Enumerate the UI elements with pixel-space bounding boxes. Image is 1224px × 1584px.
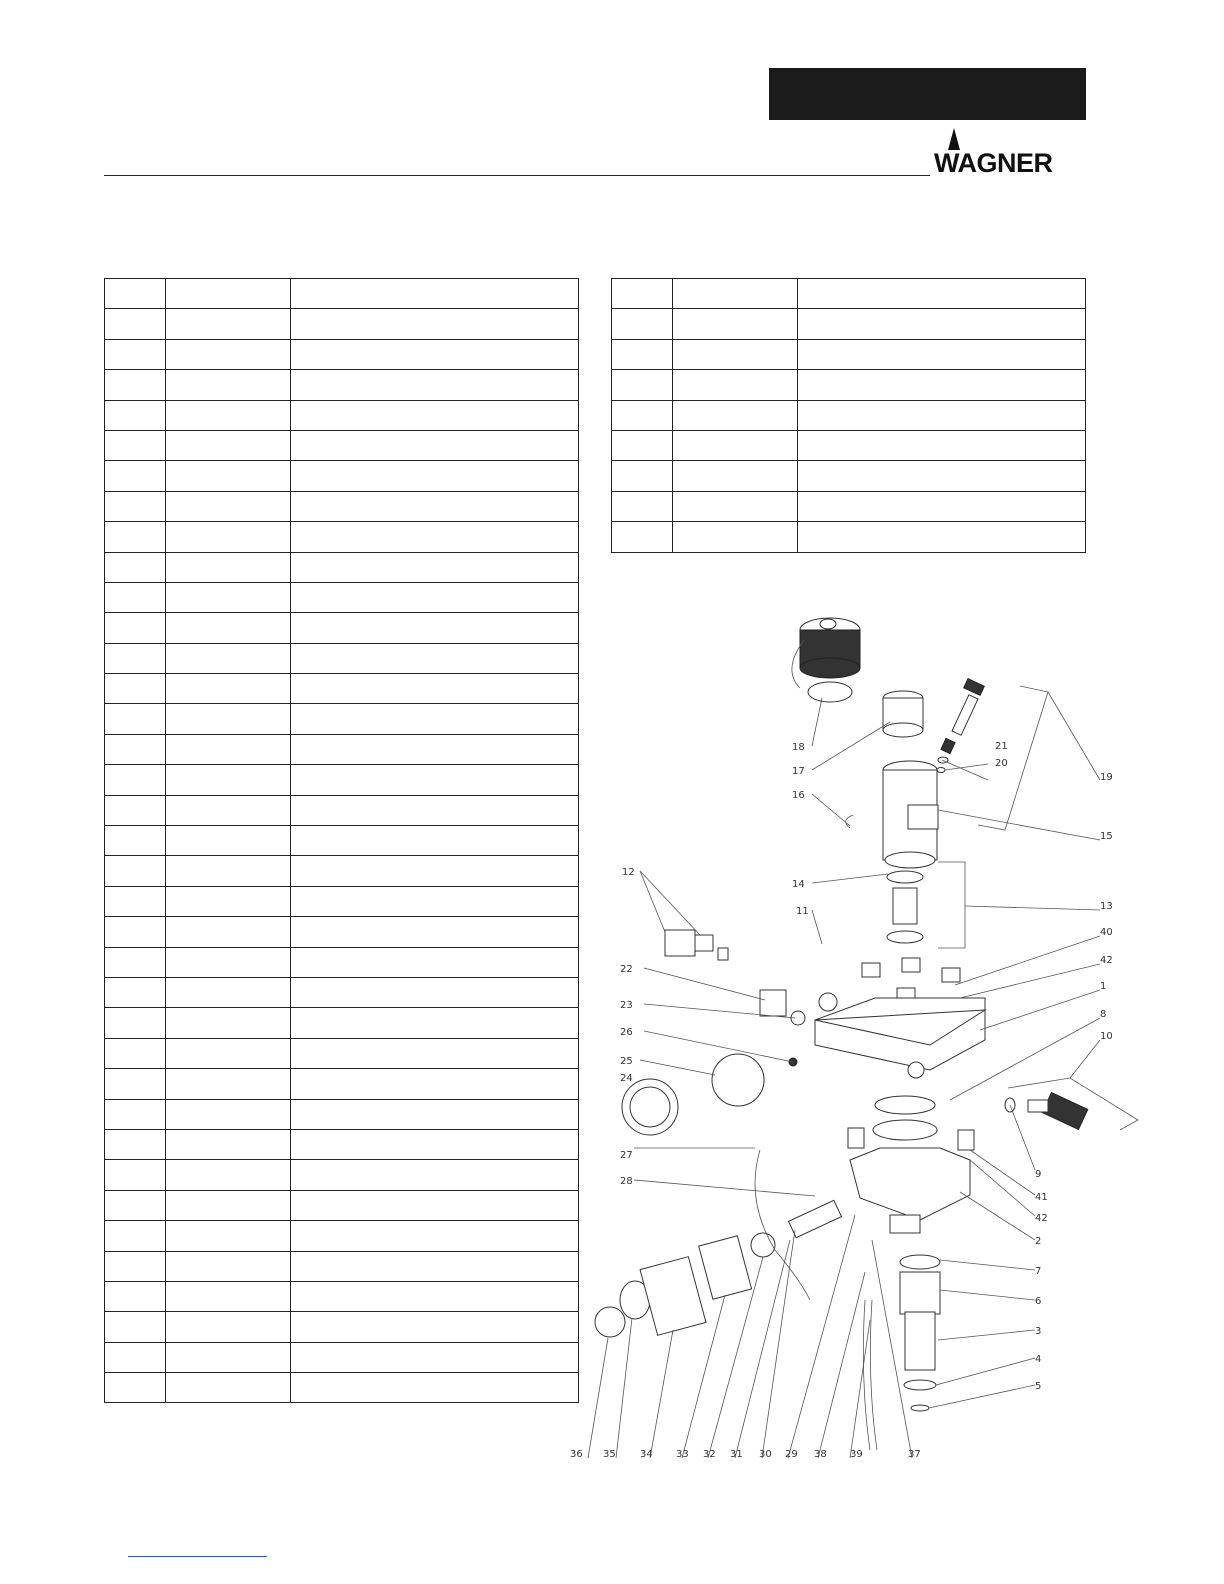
callout-16: 16 <box>792 790 805 801</box>
description-cell <box>291 400 579 430</box>
order-no-cell <box>166 552 291 582</box>
order-no-cell <box>166 886 291 916</box>
pos-cell <box>105 947 166 977</box>
callout-9: 9 <box>1035 1169 1042 1180</box>
order-no-cell <box>673 430 798 460</box>
left-table-row <box>105 1373 579 1403</box>
left-table-row <box>105 1069 579 1099</box>
order-no-cell <box>166 643 291 673</box>
left-table-row <box>105 765 579 795</box>
right-table-row <box>612 430 1086 460</box>
parts-table-left <box>104 278 579 1403</box>
pos-cell <box>105 339 166 369</box>
description-cell <box>798 279 1086 309</box>
callout-37: 37 <box>908 1449 921 1460</box>
pos-cell <box>105 856 166 886</box>
description-cell <box>291 309 579 339</box>
pos-cell <box>105 1312 166 1342</box>
left-table-row <box>105 1312 579 1342</box>
callout-8: 8 <box>1100 1009 1107 1020</box>
description-cell <box>291 765 579 795</box>
order-no-cell <box>166 1069 291 1099</box>
logo-mark <box>948 128 960 150</box>
order-no-cell <box>166 1281 291 1311</box>
callout-10: 10 <box>1100 1031 1113 1042</box>
order-no-cell <box>673 461 798 491</box>
description-cell <box>291 1099 579 1129</box>
callout-22: 22 <box>620 964 633 975</box>
left-table-row <box>105 795 579 825</box>
order-no-cell <box>673 400 798 430</box>
description-cell <box>291 552 579 582</box>
callout-29: 29 <box>785 1449 798 1460</box>
callout-13: 13 <box>1100 901 1113 912</box>
order-no-cell <box>166 734 291 764</box>
order-no-cell <box>166 765 291 795</box>
description-cell <box>291 491 579 521</box>
right-table-row <box>612 522 1086 552</box>
left-table-row <box>105 643 579 673</box>
description-cell <box>291 1069 579 1099</box>
description-cell <box>291 674 579 704</box>
header-rule <box>104 175 930 176</box>
pos-cell <box>105 522 166 552</box>
left-table-row <box>105 1038 579 1068</box>
order-no-cell <box>166 491 291 521</box>
order-no-cell <box>166 522 291 552</box>
description-cell <box>798 400 1086 430</box>
left-table-row <box>105 1190 579 1220</box>
callout-38: 38 <box>814 1449 827 1460</box>
left-table-row <box>105 674 579 704</box>
bracket-19 <box>978 686 1048 830</box>
left-table-row <box>105 1008 579 1038</box>
order-no-cell <box>166 400 291 430</box>
callout-31: 31 <box>730 1449 743 1460</box>
left-table-row <box>105 1251 579 1281</box>
bracket-13 <box>938 862 965 948</box>
order-no-cell <box>166 339 291 369</box>
inlet-valve <box>887 871 923 943</box>
order-no-cell <box>166 704 291 734</box>
leader-lines <box>588 692 1100 1458</box>
callout-42b: 42 <box>1035 1213 1048 1224</box>
pos-cell <box>105 400 166 430</box>
pos-cell <box>105 1190 166 1220</box>
right-table-row <box>612 279 1086 309</box>
order-no-cell <box>166 1038 291 1068</box>
order-no-cell <box>166 1099 291 1129</box>
left-table-row <box>105 947 579 977</box>
piston-assembly <box>900 1255 940 1411</box>
callout-34: 34 <box>640 1449 653 1460</box>
logo-text: WAGNER <box>934 148 1053 178</box>
description-cell <box>291 1129 579 1159</box>
description-cell <box>291 795 579 825</box>
footer-link-underline <box>128 1556 267 1557</box>
order-no-cell <box>166 309 291 339</box>
left-table-row <box>105 309 579 339</box>
callout-25: 25 <box>620 1056 633 1067</box>
left-table-row <box>105 582 579 612</box>
description-cell <box>291 856 579 886</box>
callout-36: 36 <box>570 1449 583 1460</box>
callout-15: 15 <box>1100 831 1113 842</box>
pos-cell <box>612 522 673 552</box>
description-cell <box>798 370 1086 400</box>
description-cell <box>291 1190 579 1220</box>
pos-cell <box>105 582 166 612</box>
pos-cell <box>612 339 673 369</box>
pos-cell <box>105 1069 166 1099</box>
order-no-cell <box>166 613 291 643</box>
callout-1: 1 <box>1100 981 1107 992</box>
description-cell <box>291 1342 579 1372</box>
order-no-cell <box>166 1342 291 1372</box>
order-no-cell <box>673 279 798 309</box>
left-table-row <box>105 734 579 764</box>
pump-manifold <box>848 1096 974 1233</box>
callout-14: 14 <box>792 879 805 890</box>
description-cell <box>291 522 579 552</box>
exploded-parts-diagram <box>560 600 1160 1470</box>
main-block <box>815 958 985 1078</box>
pos-cell <box>105 461 166 491</box>
callout-4: 4 <box>1035 1354 1042 1365</box>
quick-coupler <box>665 930 837 1025</box>
pos-cell <box>105 552 166 582</box>
order-no-cell <box>166 1129 291 1159</box>
pos-cell <box>105 977 166 1007</box>
description-cell <box>291 1221 579 1251</box>
pos-cell <box>105 613 166 643</box>
order-no-cell <box>673 339 798 369</box>
callout-40: 40 <box>1100 927 1113 938</box>
callout-26: 26 <box>620 1027 633 1038</box>
left-table-row <box>105 704 579 734</box>
order-no-cell <box>673 370 798 400</box>
left-table-row <box>105 917 579 947</box>
callout-17: 17 <box>792 766 805 777</box>
pos-cell <box>105 1008 166 1038</box>
order-no-cell <box>166 1221 291 1251</box>
return-tube-edge <box>870 1300 877 1450</box>
left-table-row <box>105 1099 579 1129</box>
filter-cap <box>792 618 860 702</box>
description-cell <box>291 430 579 460</box>
description-cell <box>291 1373 579 1403</box>
right-table-row <box>612 491 1086 521</box>
left-table-row <box>105 370 579 400</box>
description-cell <box>798 430 1086 460</box>
right-table-row <box>612 461 1086 491</box>
pos-cell <box>105 430 166 460</box>
description-cell <box>291 886 579 916</box>
description-cell <box>291 1281 579 1311</box>
description-cell <box>291 279 579 309</box>
wagner-logo <box>934 128 1088 178</box>
order-no-cell <box>166 1251 291 1281</box>
description-cell <box>291 917 579 947</box>
callout-2: 2 <box>1035 1236 1042 1247</box>
left-table-row <box>105 886 579 916</box>
order-no-cell <box>673 309 798 339</box>
left-table-row <box>105 1342 579 1372</box>
pos-cell <box>612 461 673 491</box>
description-cell <box>291 826 579 856</box>
pos-cell <box>105 1281 166 1311</box>
description-cell <box>291 370 579 400</box>
filter-housing <box>846 761 938 868</box>
order-no-cell <box>166 826 291 856</box>
description-cell <box>291 1251 579 1281</box>
description-cell <box>291 1008 579 1038</box>
description-cell <box>291 1160 579 1190</box>
pos-cell <box>612 491 673 521</box>
left-table-row <box>105 977 579 1007</box>
description-cell <box>798 339 1086 369</box>
parts-table-right <box>611 278 1086 553</box>
description-cell <box>291 1312 579 1342</box>
order-no-cell <box>166 947 291 977</box>
description-cell <box>291 643 579 673</box>
callout-30: 30 <box>759 1449 772 1460</box>
description-cell <box>291 947 579 977</box>
description-cell <box>291 461 579 491</box>
left-table-row <box>105 1281 579 1311</box>
pos-cell <box>105 674 166 704</box>
left-table-row <box>105 552 579 582</box>
callout-19: 19 <box>1100 772 1113 783</box>
order-no-cell <box>166 917 291 947</box>
callout-23: 23 <box>620 1000 633 1011</box>
pos-cell <box>105 309 166 339</box>
right-table-row <box>612 309 1086 339</box>
order-no-cell <box>673 491 798 521</box>
pos-cell <box>105 1038 166 1068</box>
pos-cell <box>105 1160 166 1190</box>
order-no-cell <box>166 279 291 309</box>
pos-cell <box>105 370 166 400</box>
right-table-row <box>612 400 1086 430</box>
pos-cell <box>105 734 166 764</box>
order-no-cell <box>166 582 291 612</box>
pos-cell <box>612 309 673 339</box>
order-no-cell <box>166 1160 291 1190</box>
left-table-row <box>105 826 579 856</box>
left-table-row <box>105 856 579 886</box>
order-no-cell <box>166 795 291 825</box>
order-no-cell <box>166 1312 291 1342</box>
left-table-row <box>105 1221 579 1251</box>
description-cell <box>291 734 579 764</box>
description-cell <box>798 522 1086 552</box>
callout-33: 33 <box>676 1449 689 1460</box>
pos-cell <box>612 430 673 460</box>
callout-5: 5 <box>1035 1381 1042 1392</box>
left-table-row <box>105 279 579 309</box>
order-no-cell <box>166 430 291 460</box>
pos-cell <box>105 643 166 673</box>
right-table-row <box>612 370 1086 400</box>
left-table-row <box>105 491 579 521</box>
callout-11: 11 <box>796 906 809 917</box>
left-table-row <box>105 461 579 491</box>
pos-cell <box>105 1251 166 1281</box>
pos-cell <box>105 1129 166 1159</box>
pos-cell <box>105 795 166 825</box>
callout-18: 18 <box>792 742 805 753</box>
callout-20: 20 <box>995 758 1008 769</box>
pressure-control <box>595 1200 841 1337</box>
callout-6: 6 <box>1035 1296 1042 1307</box>
description-cell <box>291 339 579 369</box>
order-no-cell <box>166 977 291 1007</box>
callout-41: 41 <box>1035 1192 1048 1203</box>
pos-cell <box>105 917 166 947</box>
pos-cell <box>612 370 673 400</box>
callout-39: 39 <box>850 1449 863 1460</box>
pos-cell <box>105 1099 166 1129</box>
callout-35: 35 <box>603 1449 616 1460</box>
pos-cell <box>105 886 166 916</box>
description-cell <box>291 613 579 643</box>
pos-cell <box>105 1221 166 1251</box>
pos-cell <box>612 279 673 309</box>
right-table-row <box>612 339 1086 369</box>
callout-32: 32 <box>703 1449 716 1460</box>
callout-3: 3 <box>1035 1326 1042 1337</box>
pos-cell <box>105 826 166 856</box>
description-cell <box>798 491 1086 521</box>
order-no-cell <box>166 370 291 400</box>
pos-cell <box>105 765 166 795</box>
header-bar <box>769 68 1086 120</box>
pos-cell <box>105 704 166 734</box>
callout-21: 21 <box>995 741 1008 752</box>
description-cell <box>291 704 579 734</box>
description-cell <box>798 309 1086 339</box>
order-no-cell <box>166 1190 291 1220</box>
description-cell <box>291 977 579 1007</box>
filter-insert <box>883 691 923 737</box>
left-table-row <box>105 1160 579 1190</box>
callout-27: 27 <box>620 1150 633 1161</box>
order-no-cell <box>166 856 291 886</box>
return-tube <box>863 1300 870 1450</box>
left-table-row <box>105 613 579 643</box>
left-table-row <box>105 1129 579 1159</box>
order-no-cell <box>166 461 291 491</box>
description-cell <box>798 461 1086 491</box>
order-no-cell <box>673 522 798 552</box>
left-table-row <box>105 400 579 430</box>
pos-cell <box>105 491 166 521</box>
pos-cell <box>105 1342 166 1372</box>
left-table-row <box>105 430 579 460</box>
description-cell <box>291 1038 579 1068</box>
left-table-row <box>105 339 579 369</box>
pressure-gauge <box>622 1054 797 1135</box>
order-no-cell <box>166 1373 291 1403</box>
callout-24: 24 <box>620 1073 633 1084</box>
callout-42a: 42 <box>1100 955 1113 966</box>
relief-valve <box>937 679 984 773</box>
callout-28: 28 <box>620 1176 633 1187</box>
pos-cell <box>105 279 166 309</box>
order-no-cell <box>166 1008 291 1038</box>
pos-cell <box>612 400 673 430</box>
pos-cell <box>105 1373 166 1403</box>
description-cell <box>291 582 579 612</box>
left-table-row <box>105 522 579 552</box>
order-no-cell <box>166 674 291 704</box>
callout-12: 12 <box>622 867 635 878</box>
callout-7: 7 <box>1035 1266 1042 1277</box>
